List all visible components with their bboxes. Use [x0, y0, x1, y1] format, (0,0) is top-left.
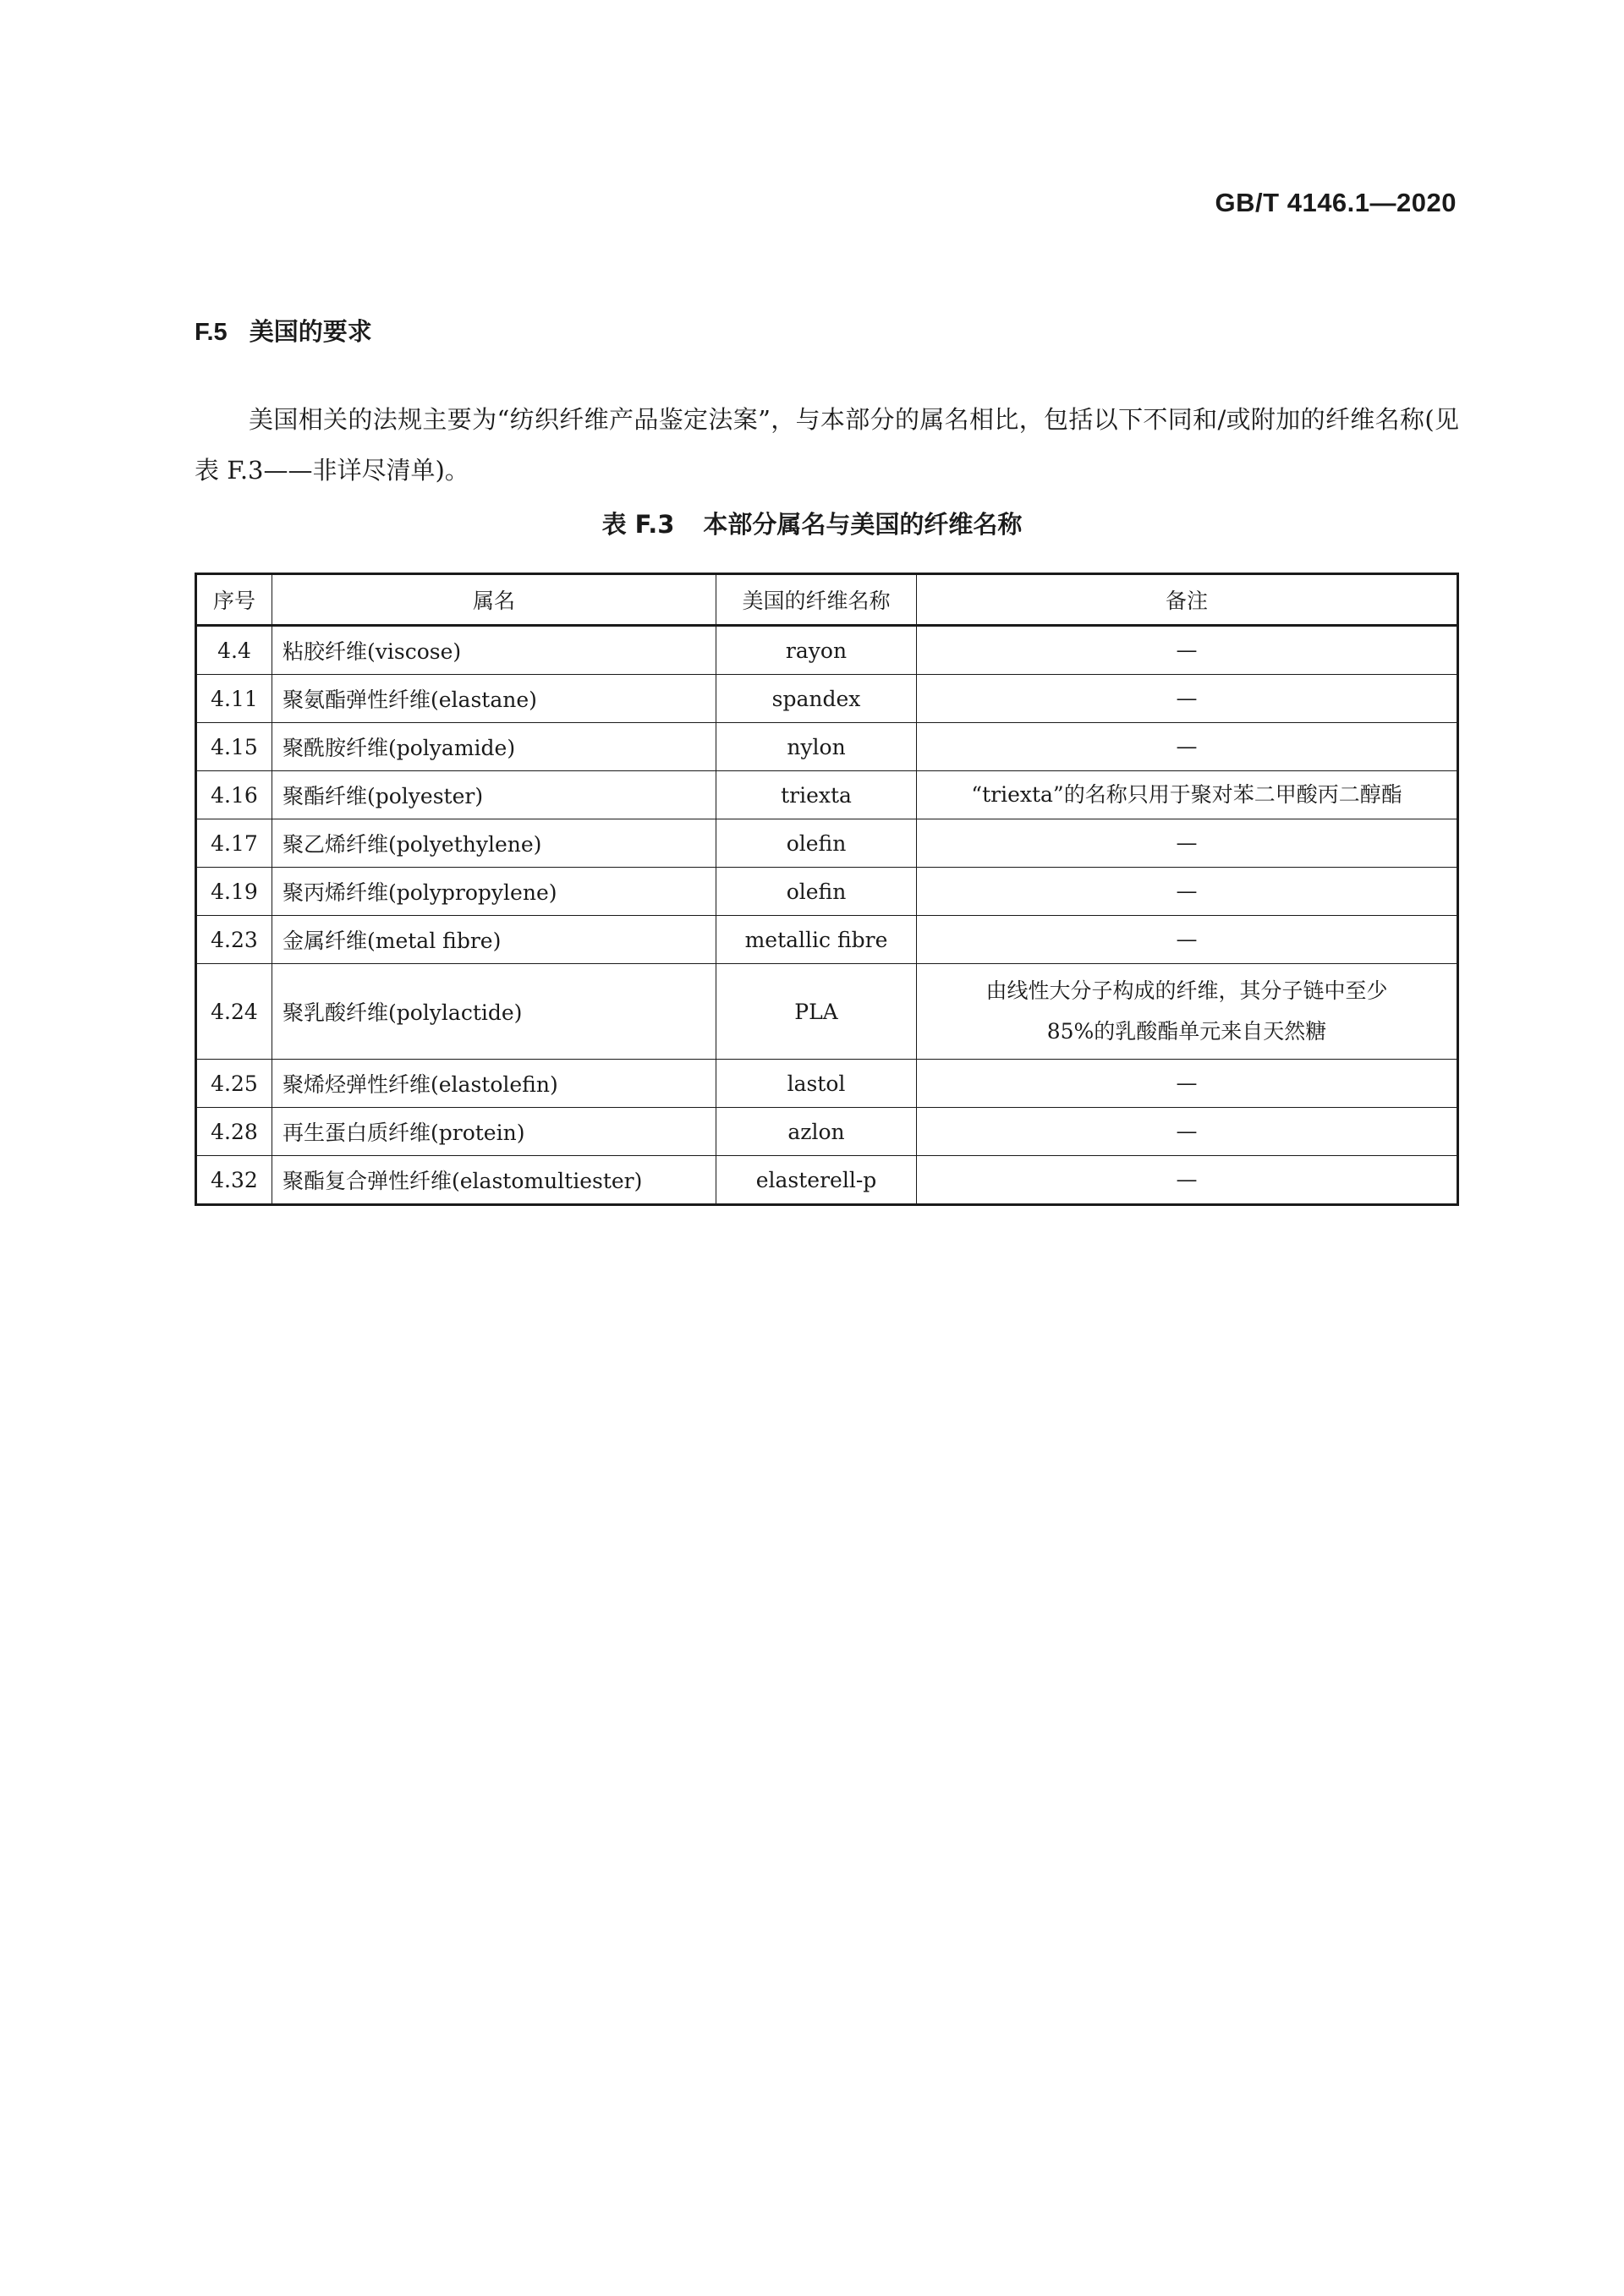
- cell-generic-name: 聚乙烯纤维(polyethylene): [272, 819, 716, 868]
- cell-no: 4.28: [196, 1108, 272, 1156]
- header-us-name: 美国的纤维名称: [716, 574, 917, 626]
- table-row: [196, 819, 1458, 868]
- cell-no: 4.17: [196, 819, 272, 868]
- cell-us-name: olefin: [716, 819, 917, 868]
- cell-no: 4.19: [196, 868, 272, 916]
- cell-no: 4.23: [196, 916, 272, 964]
- header-no: 序号: [196, 574, 272, 626]
- table-row: [196, 868, 1458, 916]
- cell-remark: “triexta”的名称只用于聚对苯二甲酸丙二醇酯: [917, 771, 1458, 819]
- cell-remark-line: 由线性大分子构成的纤维，其分子链中至少: [985, 978, 1388, 1003]
- fibre-name-table: [195, 573, 1459, 1206]
- cell-us-name: elasterell-p: [716, 1156, 917, 1205]
- cell-remark: [917, 964, 1458, 1060]
- cell-generic-name: 粘胶纤维(viscose): [272, 626, 716, 675]
- section-title: 美国的要求: [249, 317, 372, 346]
- cell-generic-name: 聚乳酸纤维(polylactide): [272, 964, 716, 1060]
- cell-remark: —: [917, 1156, 1458, 1205]
- table-row: [196, 1156, 1458, 1205]
- cell-no: 4.4: [196, 626, 272, 675]
- cell-remark-line: 85%的乳酸酯单元来自天然糖: [1046, 1019, 1327, 1044]
- cell-us-name: nylon: [716, 723, 917, 771]
- cell-remark: —: [917, 868, 1458, 916]
- cell-no: 4.25: [196, 1060, 272, 1108]
- cell-remark: —: [917, 1060, 1458, 1108]
- cell-generic-name: 聚酯纤维(polyester): [272, 771, 716, 819]
- cell-generic-name: 金属纤维(metal fibre): [272, 916, 716, 964]
- section-heading: [195, 313, 372, 348]
- cell-us-name: spandex: [716, 675, 917, 723]
- cell-generic-name: 聚丙烯纤维(polypropylene): [272, 868, 716, 916]
- cell-remark: —: [917, 723, 1458, 771]
- table-row: [196, 675, 1458, 723]
- cell-no: 4.16: [196, 771, 272, 819]
- table-row: [196, 916, 1458, 964]
- cell-remark: —: [917, 916, 1458, 964]
- table-caption-number: 表 F.3: [601, 510, 675, 539]
- table-row: [196, 771, 1458, 819]
- cell-no: 4.15: [196, 723, 272, 771]
- cell-us-name: metallic fibre: [716, 916, 917, 964]
- table-header-row: [196, 574, 1458, 626]
- cell-us-name: olefin: [716, 868, 917, 916]
- table-row: [196, 964, 1458, 1060]
- table-caption-title: 本部分属名与美国的纤维名称: [703, 510, 1023, 539]
- cell-generic-name: 再生蛋白质纤维(protein): [272, 1108, 716, 1156]
- cell-generic-name: 聚氨酯弹性纤维(elastane): [272, 675, 716, 723]
- cell-remark: —: [917, 1108, 1458, 1156]
- cell-us-name: lastol: [716, 1060, 917, 1108]
- header-generic-name: 属名: [272, 574, 716, 626]
- table-row: [196, 626, 1458, 675]
- cell-us-name: PLA: [716, 964, 917, 1060]
- cell-no: 4.11: [196, 675, 272, 723]
- cell-generic-name: 聚烯烃弹性纤维(elastolefin): [272, 1060, 716, 1108]
- body-paragraph: 美国相关的法规主要为“纺织纤维产品鉴定法案”，与本部分的属名相比，包括以下不同和/或附加的纤维名称(见表 F.3——非详尽清单)。: [195, 405, 1459, 485]
- standard-code: GB/T 4146.1—2020: [1215, 188, 1457, 217]
- header-remark: 备注: [917, 574, 1458, 626]
- cell-generic-name: 聚酰胺纤维(polyamide): [272, 723, 716, 771]
- cell-us-name: rayon: [716, 626, 917, 675]
- section-number: F.5: [195, 319, 228, 346]
- table-row: [196, 723, 1458, 771]
- cell-no: 4.24: [196, 964, 272, 1060]
- cell-us-name: azlon: [716, 1108, 917, 1156]
- table-row: [196, 1108, 1458, 1156]
- cell-remark: —: [917, 626, 1458, 675]
- table-caption: [0, 506, 1624, 540]
- cell-generic-name: 聚酯复合弹性纤维(elastomultiester): [272, 1156, 716, 1205]
- cell-no: 4.32: [196, 1156, 272, 1205]
- cell-remark: —: [917, 819, 1458, 868]
- cell-remark: —: [917, 675, 1458, 723]
- table-row: [196, 1060, 1458, 1108]
- cell-us-name: triexta: [716, 771, 917, 819]
